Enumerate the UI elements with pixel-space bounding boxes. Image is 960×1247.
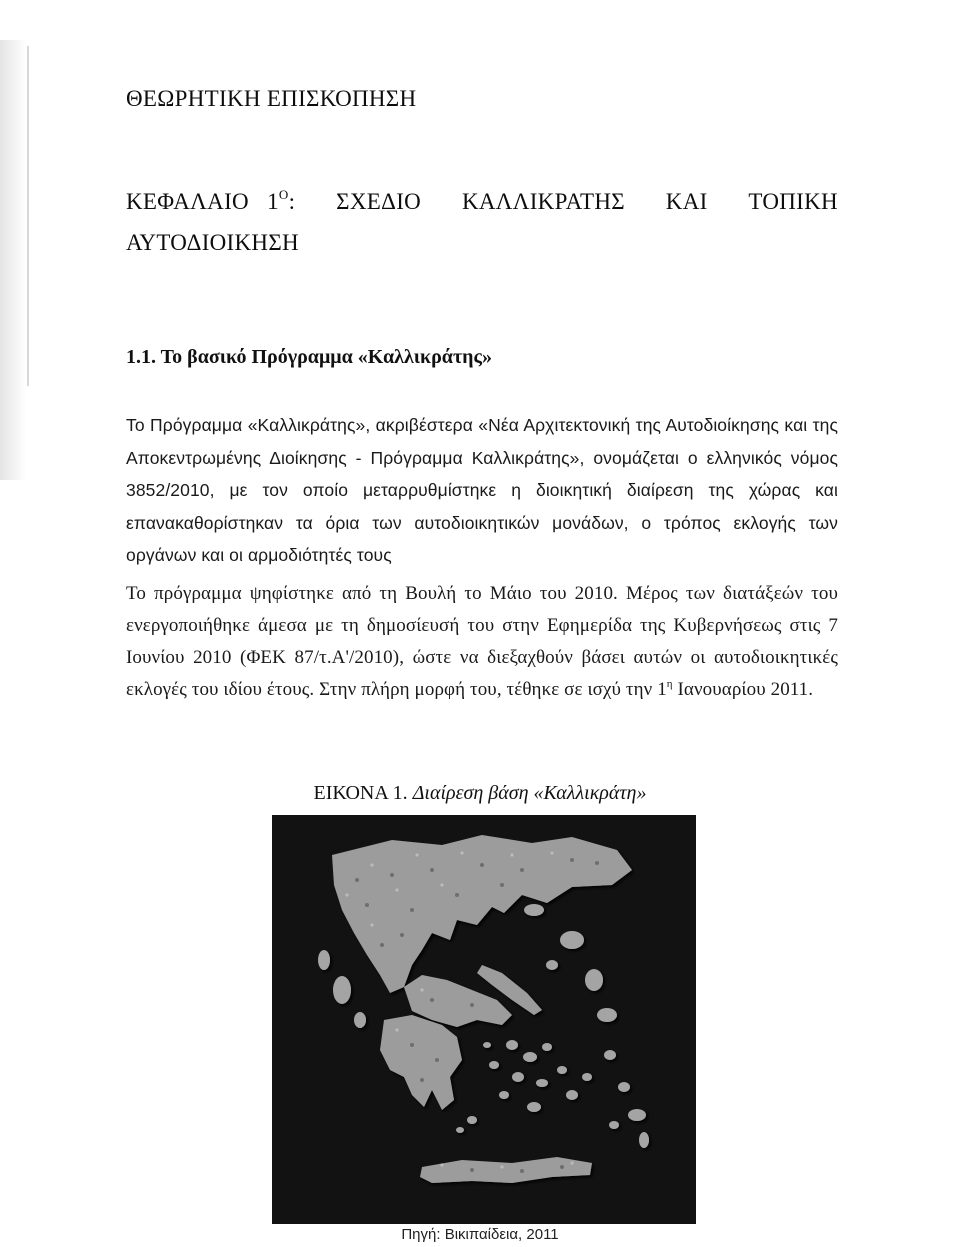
chapter-word-4: ΤΟΠΙΚΗ (748, 189, 838, 214)
greece-map-image (272, 815, 696, 1224)
figure-caption-label: ΕΙΚΟΝΑ 1. (313, 782, 413, 804)
chapter-superscript: Ο (278, 187, 289, 202)
chapter-word-2: ΚΑΛΛΙΚΡΑΤΗΣ (461, 189, 625, 214)
paragraph-2 (126, 578, 838, 708)
paragraph-2-end: Ιανουαρίου 2011. (672, 679, 814, 700)
paragraph-1: Το Πρόγραμμα «Καλλικράτης», ακριβέστερα «Νέα Αρχιτεκτονική της Αυτοδιοίκησης και της Αποκεντρωμένης Διοίκησης - Πρόγραμμα Καλλικράτης», ονομάζεται ο ελληνικός νόμος 3852/2010, με τον οποίο μεταρρυθμίστηκε η διοικητική διαίρεση της χώρας και επανακαθορίστηκαν τα όρια των αυτοδιοικητικών μονάδων, ο τρόπος εκλογής των οργάνων και οι αρμοδιότητές τους (126, 415, 838, 565)
figure-caption-title: Διαίρεση βάση «Καλλικράτη» (412, 782, 647, 804)
chapter-number-group (126, 183, 295, 224)
paragraph-2-superscript: η (666, 678, 673, 690)
scan-edge-line (27, 46, 29, 386)
greece-map-svg (272, 815, 696, 1224)
overview-heading: ΘΕΩΡΗΤΙΚΗ ΕΠΙΣΚΟΠΗΣΗ (126, 86, 417, 111)
section-heading: 1.1. Το βασικό Πρόγραμμα «Καλλικράτης» (126, 346, 492, 368)
chapter-heading (126, 183, 838, 262)
chapter-word-3: ΚΑΙ (665, 189, 708, 214)
chapter-word-1: ΣΧΕΔΙΟ (336, 189, 422, 214)
chapter-number: 1 (267, 189, 279, 214)
figure-caption (0, 782, 960, 805)
chapter-prefix: ΚΕΦΑΛΑΙΟ (126, 189, 249, 214)
paragraph-2-text: Το πρόγραμμα ψηφίστηκε από τη Βουλή το Μάιο του 2010. Μέρος των διατάξεών του ενεργοποιήθηκε άμεσα με τη δημοσίευσή του στην Εφημερίδα της Κυβερνήσεως στις 7 Ιουνίου 2010 (ΦΕΚ 87/τ.Α'/2010), ώστε να διεξαχθούν βάσει αυτών οι αυτοδιοικητικές εκλογές του ιδίου έτους. Στην πλήρη μορφή του, τέθηκε σε ισχύ την 1 (126, 583, 838, 700)
chapter-heading-line2: ΑΥΤΟΔΙΟΙΚΗΣΗ (126, 230, 299, 255)
chapter-heading-line1 (126, 183, 838, 224)
figure-source: Πηγή: Βικιπαίδεια, 2011 (401, 1226, 559, 1243)
chapter-colon: : (288, 189, 296, 214)
scan-page-edge (0, 40, 26, 480)
